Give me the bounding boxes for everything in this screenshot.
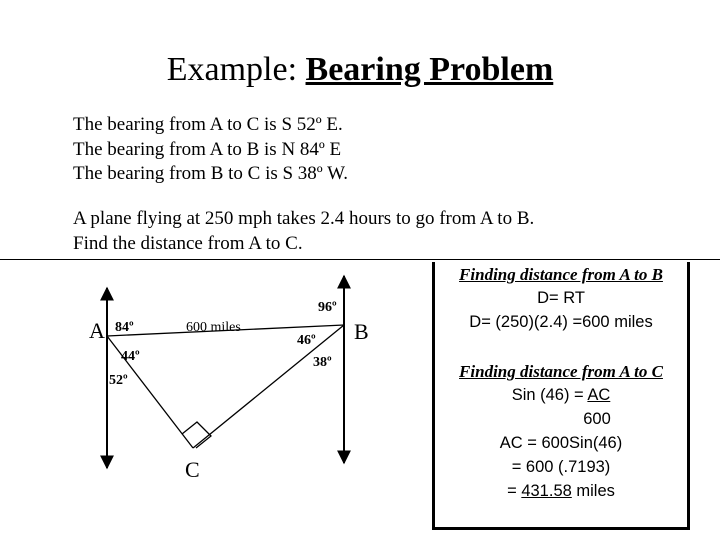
angle-a-84-label: 84º [115,320,134,335]
ac-result-unit: miles [571,482,615,500]
ac-substitution: = 600 (.7193) [511,458,611,476]
sine-numerator: AC [587,386,611,404]
formula-line: D= RT [537,289,585,307]
bearing-b-to-c: The bearing from B to C is S 38º W. [73,163,349,184]
problem-line-2: Find the distance from A to C. [73,232,303,254]
solution-heading-ac: Finding distance from A to C [459,362,663,381]
point-b-label: B [354,319,369,344]
point-c-label: C [185,457,200,482]
title-separator: : [287,51,298,88]
point-a-label: A [89,318,105,343]
ac-result-value: 431.58 [521,482,572,500]
sine-lhs: Sin (46) = [511,386,588,404]
right-angle-marker [182,422,211,448]
bearing-a-to-c: The bearing from A to C is S 52º E. [73,114,343,135]
title-lead: Example [166,51,288,88]
sine-denominator: 600 [583,410,611,428]
ac-result-line [435,482,687,501]
side-bc [193,325,344,448]
distance-ab-calculation: D= (250)(2.4) =600 miles [469,313,653,331]
angle-a-44-label: 44º [121,349,140,364]
ac-result-prefix: = [507,482,522,500]
angle-b-38-label: 38º [313,355,332,370]
solution-box [432,262,690,530]
distance-ab-label: 600 miles [186,320,241,335]
ac-equation: AC = 600Sin(46) [499,434,623,452]
problem-line-1: A plane flying at 250 mph takes 2.4 hours to go from A to B. [73,208,535,229]
angle-b-96-label: 96º [318,300,337,315]
sine-equation [435,386,687,405]
side-ac [107,336,193,448]
angle-a-52-label: 52º [109,373,128,388]
title-topic: Bearing Problem [305,51,554,88]
bearing-a-to-b: The bearing from A to B is N 84º E [73,138,342,160]
solution-heading-ab: Finding distance from A to B [459,265,663,284]
angle-b-46-label: 46º [297,333,316,348]
